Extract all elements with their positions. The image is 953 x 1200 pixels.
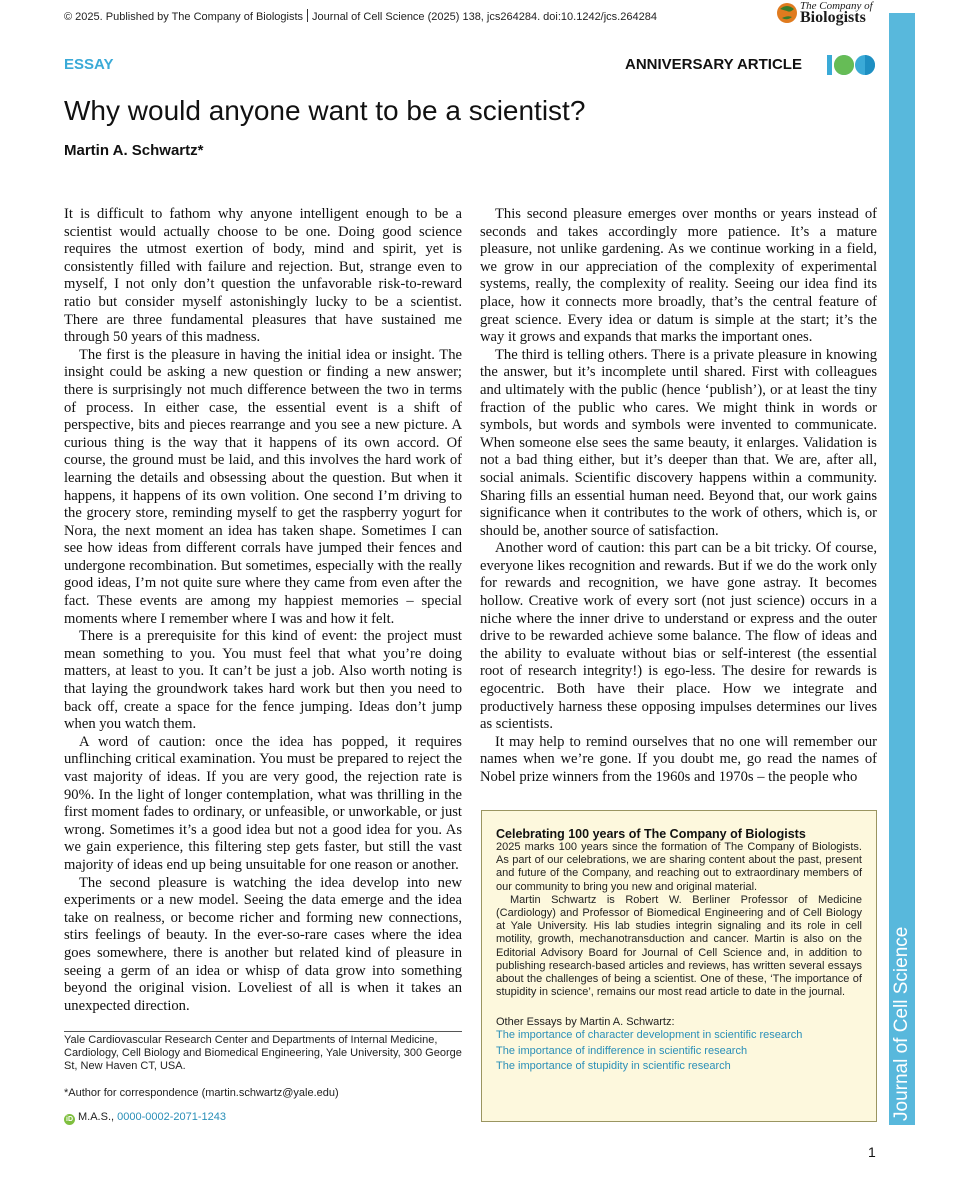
- body-paragraph: Another word of caution: this part can be a bit tricky. Of course, everyone likes recognition and rewards. But if we do the work only for rewards and recognition, we have gone astray. It becomes hollow. Creative work of every sort (not just science) occurs in a niche where the inner drive to understand or express and the outer drive to be rewarded achieve some balance. The flow of ideas and the ability to evaluate without bias or self-interest (the essential root of research integrity!) is ego-less. The desire for rewards is egocentric. Both have their place. How we integrate and productively harness these opposing impulses determines our lives as scientists.: [480, 540, 877, 733]
- essay-link[interactable]: The importance of stupidity in scientific research: [496, 1060, 731, 1073]
- body-column-left: [64, 206, 462, 1015]
- article-title: Why would anyone want to be a scientist?: [64, 95, 586, 126]
- biologists-globe-icon: [776, 0, 798, 24]
- logo-text-line1: The Company of: [800, 0, 873, 12]
- body-column-right: [480, 206, 877, 787]
- article-type-label: ESSAY: [64, 56, 114, 73]
- box-paragraph: Martin Schwartz is Robert W. Berliner Professor of Medicine (Cardiology) and Professor of Biomedical Engineering and of Cell Biology at Yale University. His lab studies integrin signaling and its role in cell motility, growth, mechanotransduction and cancer. Martin is also on the Editorial Advisory Board for Journal of Cell Science and, in addition to publishing research-based articles and reviews, has written several essays about the challenges of being a scientist. One of these, ‘The importance of stupidity in science’, remains our most read article to date in the journal.: [496, 893, 862, 999]
- box-paragraph: 2025 marks 100 years since the formation of The Company of Biologists. As part of our celebrations, we are sharing content about the past, present and future of the Company, and reaching out to extraordinary members of our community to bring you new and original material.: [496, 841, 862, 893]
- orcid-icon: iD: [66, 1116, 73, 1123]
- body-paragraph: This second pleasure emerges over months or years instead of seconds and takes accordingly more patience. It’s a mature pleasure, not unlike gardening. As we continue working in a field, we grow in our appreciation of the complexity of experimental systems, really, the complexity of reality. Seeing our idea find its place, how it connects more broadly, that’s the central feature of great science. Every idea or datum is simple at the start; it’s the way it grows and expands that marks the important ones.: [480, 206, 877, 346]
- body-paragraph: The second pleasure is watching the idea develop into new experiments or a new model. Seeing the data emerge and the idea take on realness, or become richer and forming new connections, stirs feelings of beauty. In the ever-so-rare cases where the idea goes somewhere, there is another but related kind of pleasure in seeing a germ of an idea or whisp of data grow into something beyond the original vision. Loveliest of all is when it takes an unexpected direction.: [64, 874, 462, 1014]
- essay-link[interactable]: The importance of character development in scientific research: [496, 1029, 803, 1042]
- running-header: [64, 9, 784, 23]
- correspondence-note: *Author for correspondence (martin.schwartz@yale.edu): [64, 1087, 339, 1099]
- orcid-initials: M.A.S.,: [78, 1111, 115, 1123]
- essay-link[interactable]: The importance of indifference in scientific research: [496, 1044, 748, 1057]
- footnote-divider: [64, 1031, 462, 1032]
- body-paragraph: There is a prerequisite for this kind of event: the project must mean something to you. You must feel that what you’re doing matters, at least to you. It can’t be just a job. Also worth noting is that laying the groundwork takes hard work but then you need to back off, create a space for the fence jumping. Ideas don’t jump when you watch them.: [64, 628, 462, 733]
- author-affiliation: Yale Cardiovascular Research Center and Departments of Internal Medicine, Cardiology, Cell Biology and Biomedical Engineering, Yale University, 300 George St, New Haven CT, USA.: [64, 1034, 462, 1072]
- centenary-info-box: [481, 810, 877, 1122]
- body-paragraph: A word of caution: once the idea has popped, it requires unflinching critical examination. You must be prepared to reject the vast majority of ideas. If you are very good, the rejection rate is 90%. In the light of longer contemplation, what was thrilling in the first moment fades to ordinary, or unfeasible, or unworkable, or just wrong. Sometimes it’s a good idea but not a good idea for you. As we gain experience, this filtering step gets faster, but still the vast majority of ideas end up being unsuitable for one reason or another.: [64, 733, 462, 873]
- logo-text-line2: Biologists: [800, 9, 866, 26]
- copyright-text: © 2025. Published by The Company of Biologists: [64, 11, 304, 23]
- anniversary-100-logo: [825, 53, 879, 77]
- anniversary-label: ANNIVERSARY ARTICLE: [625, 56, 802, 73]
- orcid-line: [64, 1111, 226, 1125]
- journal-side-title: [889, 1095, 915, 1121]
- other-essays-label: Other Essays by Martin A. Schwartz:: [496, 1016, 675, 1029]
- company-of-biologists-logo: [776, 0, 886, 28]
- article-author: Martin A. Schwartz*: [64, 142, 204, 159]
- header-separator: [307, 9, 308, 22]
- body-paragraph: The third is telling others. There is a private pleasure in knowing the answer, but it’s incomplete until shared. First with colleagues and ultimately with the public (hence ‘publish’), or at least the tiny fraction of the public who cares. We might think in words or symbols, but words and symbols were invented to communicate. When someone else sees the same beauty, it enlarges. Validation is not a bad thing either, but it’s deeper than that. We are, after all, social animals. Scientific discovery happens within a community. Sharing fills an essential human need. Beyond that, our work gains significance when it contributes to the work of others, which is, or should be, another source of satisfaction.: [480, 346, 877, 539]
- body-paragraph: It may help to remind ourselves that no one will remember our names when we’re gone. If you doubt me, go read the names of Nobel prize winners from the 1960s and 1970s – the people who: [480, 733, 877, 785]
- page-number: 1: [868, 1144, 876, 1160]
- body-paragraph: It is difficult to fathom why anyone intelligent enough to be a scientist would actually choose to be one. Doing good science requires the utmost exertion of body, mind and spirit, yet is consistently filled with failure and rejection. But, strange even to myself, I not only don’t question the unfavorable risk-to-reward ratio but consider myself astonishingly lucky to be a scientist. There are three fundamental pleasures that have sustained me through 50 years of this madness.: [64, 206, 462, 346]
- journal-reference: Journal of Cell Science (2025) 138, jcs264284. doi:10.1242/jcs.264284: [312, 11, 657, 23]
- orcid-link[interactable]: 0000-0002-2071-1243: [117, 1111, 226, 1123]
- box-title: Celebrating 100 years of The Company of Biologists: [496, 827, 806, 841]
- body-paragraph: The first is the pleasure in having the initial idea or insight. The insight could be asking a new question or finding a new answer; there is surprisingly not much difference between the two in terms of process. In either case, the essential event is a shift of perspective, bits and pieces rearrange and you see a new picture. A curious thing is the way that it happens of its own accord. Of course, the ground must be laid, and this involves the hard work of learning the details and obsessing about the question. But when it happens, it happens of its own volition. One second I’m driving to the grocery store, reminding myself to get the raspberry yogurt for Nora, the next moment an idea has taken shape. Sometimes I can see how ideas from different corrals have jumped their fences and undergone recombination. But sometimes, especially with the really good ideas, I’m not quite sure where they came from even after the fact. These events are among my happiest memories – special moments where I remember where I was and how it felt.: [64, 346, 462, 627]
